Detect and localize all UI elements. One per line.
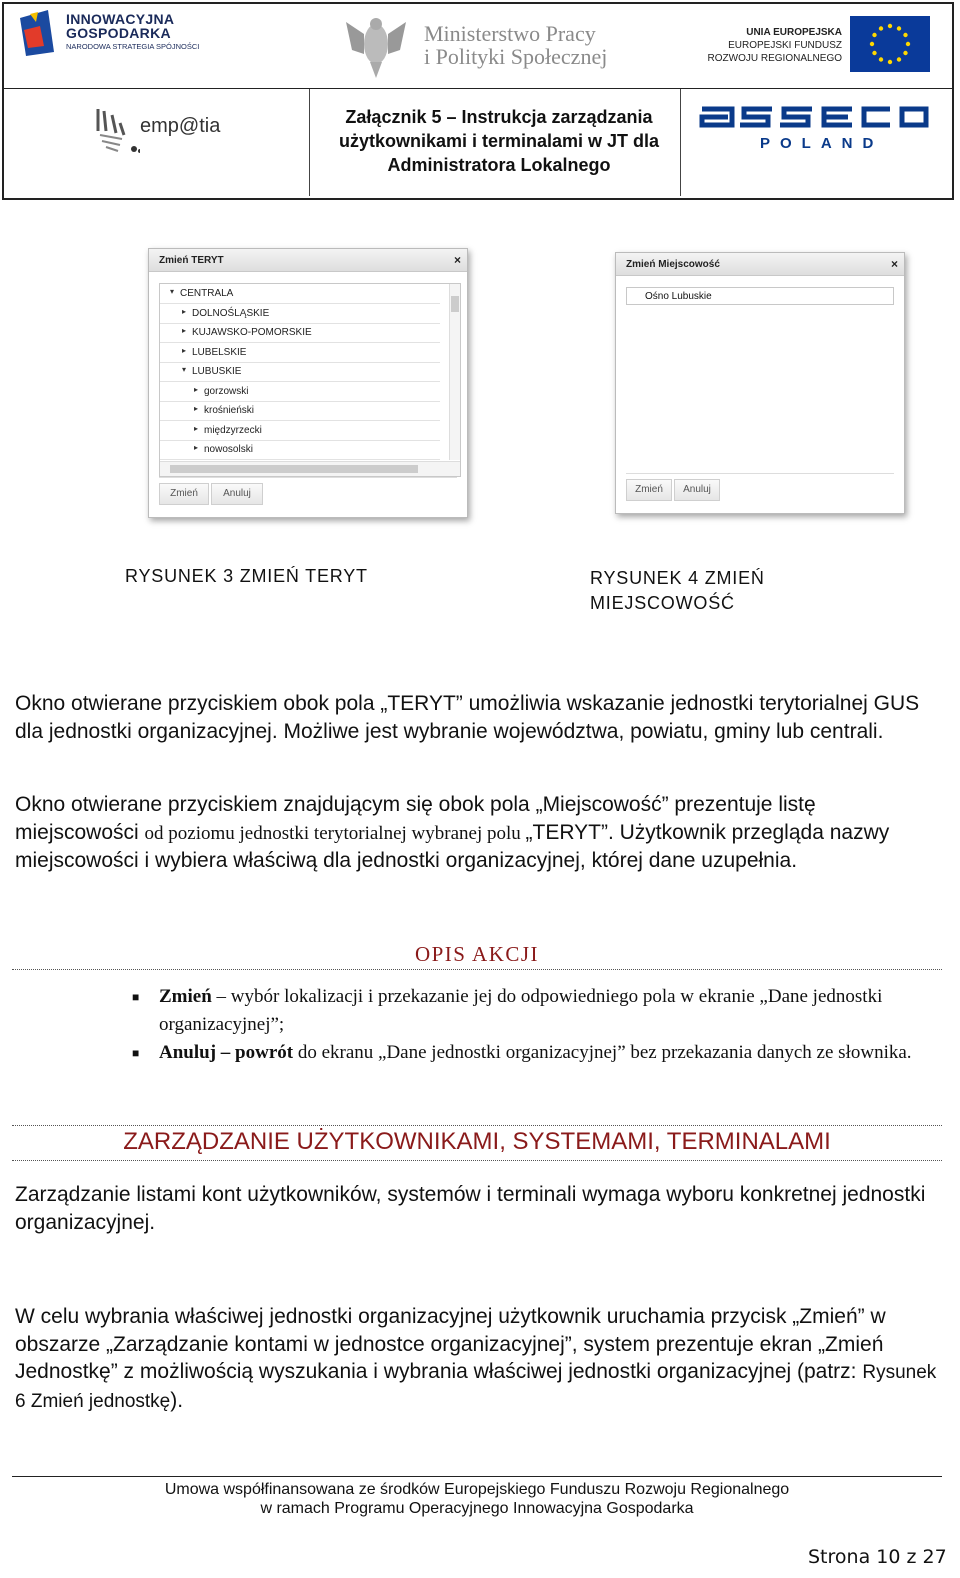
tree-item-label: LUBUSKIE [192, 366, 242, 377]
divider [12, 969, 942, 970]
tree-item[interactable] [160, 362, 440, 382]
change-button[interactable]: Zmień [626, 479, 672, 501]
eu-line2: EUROPEJSKI FUNDUSZ [728, 40, 842, 51]
bullet-zmien-text: – wybór lokalizacji i przekazanie jej do odpowiedniego pola w ekranie „Dane jednostki organizacyjnej”; [159, 986, 883, 1035]
paragraph-teryt: Okno otwierane przyciskiem obok pola „TERYT” umożliwia wskazanie jednostki terytorialnej GUS dla jednostki organizacyjnej. Możliwe jest wybranie województwa, powiatu, gminy lub centrali. [15, 692, 920, 743]
header-title-row [4, 89, 952, 196]
bullet-zmien-label: Zmień [159, 986, 212, 1007]
collapsed-arrow-icon[interactable]: ▸ [194, 384, 199, 394]
ig-logo-line3: NARODOWA STRATEGIA SPÓJNOŚCI [66, 42, 200, 51]
footer-rule [12, 1476, 942, 1477]
figure-6-reference[interactable]: Rysunek 6 Zmień jednostkę [15, 1362, 937, 1412]
dialog-title-bar [616, 253, 904, 276]
close-icon[interactable]: × [453, 253, 461, 267]
tree-item[interactable] [160, 304, 440, 324]
divider [12, 1125, 942, 1126]
section-heading: ZARZĄDZANIE UŻYTKOWNIKAMI, SYSTEMAMI, TERMINALAMI [123, 1128, 831, 1155]
tree-item-label: CENTRALA [180, 288, 234, 299]
dialog-title: Zmień TERYT [159, 255, 224, 266]
horizontal-scrollbar[interactable] [160, 461, 460, 476]
tree-item-label: międzyrzecki [204, 424, 262, 436]
paragraph-zarzadzanie: Zarządzanie listami kont użytkowników, systemów i terminali wymaga wyboru konkretnej jednostki organizacyjnej. [15, 1183, 926, 1234]
tree-item-label: gorzowski [204, 385, 249, 397]
tree-item[interactable] [160, 343, 440, 363]
p2-part-a: Okno otwierane przyciskiem znajdującym się obok pola „Miejscowość” prezentuje listę miejscowości [15, 793, 816, 844]
tree-item[interactable] [160, 284, 440, 304]
asseco-logo [698, 103, 930, 129]
teryt-tree [159, 283, 461, 477]
expanded-arrow-icon[interactable]: ▾ [170, 287, 175, 296]
tree-item[interactable] [160, 401, 440, 421]
ig-logo-line2: GOSPODARKA [66, 25, 171, 41]
footer-line1: Umowa współfinansowana ze środków Europejskiego Funduszu Rozwoju Regionalnego [164, 1481, 790, 1498]
locality-list-item[interactable]: Ośno Lubuskie [626, 287, 894, 305]
eu-line1: UNIA EUROPEJSKA [746, 27, 842, 38]
dialog-title-bar [149, 249, 467, 272]
header-logos-row [4, 4, 952, 89]
divider [12, 1160, 942, 1161]
change-button[interactable]: Zmień [159, 483, 209, 505]
ministry-line1: Ministerstwo Pracy [424, 21, 596, 46]
tree-item-label: KUJAWSKO-POMORSKIE [192, 327, 312, 338]
eu-line3: ROZWOJU REGIONALNEGO [707, 53, 842, 64]
tree-item-label: nowosolski [204, 444, 253, 455]
tree-item[interactable] [160, 440, 440, 460]
page-number: Strona 10 z 27 [808, 1546, 947, 1568]
paragraph-miejscowosc [15, 791, 945, 875]
footer-line2: w ramach Programu Operacyjnego Innowacyjna Gospodarka [260, 1500, 694, 1517]
cancel-button[interactable]: Anuluj [674, 479, 720, 501]
p2-part-c: „TERYT”. Użytkownik przegląda nazwy miejscowości i wybiera właściwą dla jednostki organizacyjnej, której dane uzupełnia. [15, 820, 890, 872]
asseco-poland-text: POLAND [760, 135, 884, 152]
cancel-button[interactable]: Anuluj [211, 483, 263, 505]
expanded-arrow-icon[interactable]: ▾ [182, 365, 187, 374]
tree-item[interactable] [160, 323, 440, 343]
p2-part-b: od poziomu jednostki terytorialnej wybranej polu [144, 822, 526, 844]
caption-figure-4-line1: RYSUNEK 4 ZMIEŃ [590, 568, 765, 588]
opis-akcji-heading: OPIS AKCJI [414, 942, 540, 966]
collapsed-arrow-icon[interactable]: ▸ [194, 423, 199, 433]
footer-note [0, 1480, 954, 1518]
collapsed-arrow-icon[interactable]: ▸ [182, 306, 187, 316]
ig-logo-line1: INNOWACYJNA [66, 11, 175, 27]
collapsed-arrow-icon[interactable]: ▸ [194, 443, 199, 452]
collapsed-arrow-icon[interactable]: ▸ [194, 404, 199, 413]
tree-item-label: DOLNOŚLĄSKIE [192, 307, 270, 319]
caption-figure-4-line2: MIEJSCOWOŚĆ [590, 593, 735, 613]
eu-flag-icon [850, 16, 930, 72]
paragraph-wybor-jednostki: W celu wybrania właściwej jednostki organizacyjnej użytkownik uruchamia przycisk „Zmień” w obszarze „Zarządzanie kontami w jednostce organizacyjnej”, system prezentuje ekran „Zmień Jednostkę” z możliwością wyszukania i wybrania właściwej jednostki organizacyjnej (patrz: Rysunek 6 Zmień jednostkę). [15, 1305, 937, 1412]
bullet-anuluj-label: Anuluj – powrót [159, 1042, 294, 1063]
caption-figure-4 [590, 566, 765, 616]
bullet-anuluj-text: do ekranu „Dane jednostki organizacyjnej” bez przekazania danych ze słownika. [293, 1042, 912, 1063]
dialog-title: Zmień Miejscowość [626, 259, 720, 270]
tree-item-label: krośnieński [204, 405, 255, 416]
caption-figure-3: RYSUNEK 3 ZMIEŃ TERYT [125, 566, 368, 586]
annex-title: Załącznik 5 – Instrukcja zarządzania użytkownikami i terminalami w JT dla Administratora Lokalnego [338, 107, 660, 175]
eagle-emblem-icon [344, 14, 408, 80]
dialog-zmien-miejscowosc [615, 252, 905, 514]
ministry-line2: i Polityki Społecznej [424, 44, 608, 69]
tree-item[interactable] [160, 421, 440, 441]
collapsed-arrow-icon[interactable]: ▸ [182, 345, 187, 355]
tree-item-label: LUBELSKIE [192, 346, 247, 358]
dialog-zmien-teryt [148, 248, 468, 518]
innowacyjna-gospodarka-logo [18, 8, 218, 68]
close-icon[interactable]: × [890, 257, 898, 271]
collapsed-arrow-icon[interactable]: ▸ [182, 326, 187, 335]
bullet-zmien: ■ Zmień – wybór lokalizacji i przekazanie jej do odpowiedniego pola w ekranie „Dane jednostki organizacyjnej”; [132, 986, 883, 1035]
bullet-anuluj: ■ Anuluj – powrót do ekranu „Dane jednostki organizacyjnej” bez przekazania danych ze słownika. [132, 1042, 912, 1063]
empatia-figures-icon [94, 105, 140, 165]
vertical-scrollbar[interactable] [449, 284, 460, 460]
empatia-logo: emp@tia [140, 115, 221, 137]
tree-item[interactable] [160, 382, 440, 402]
ig-flag-icon [18, 8, 58, 58]
